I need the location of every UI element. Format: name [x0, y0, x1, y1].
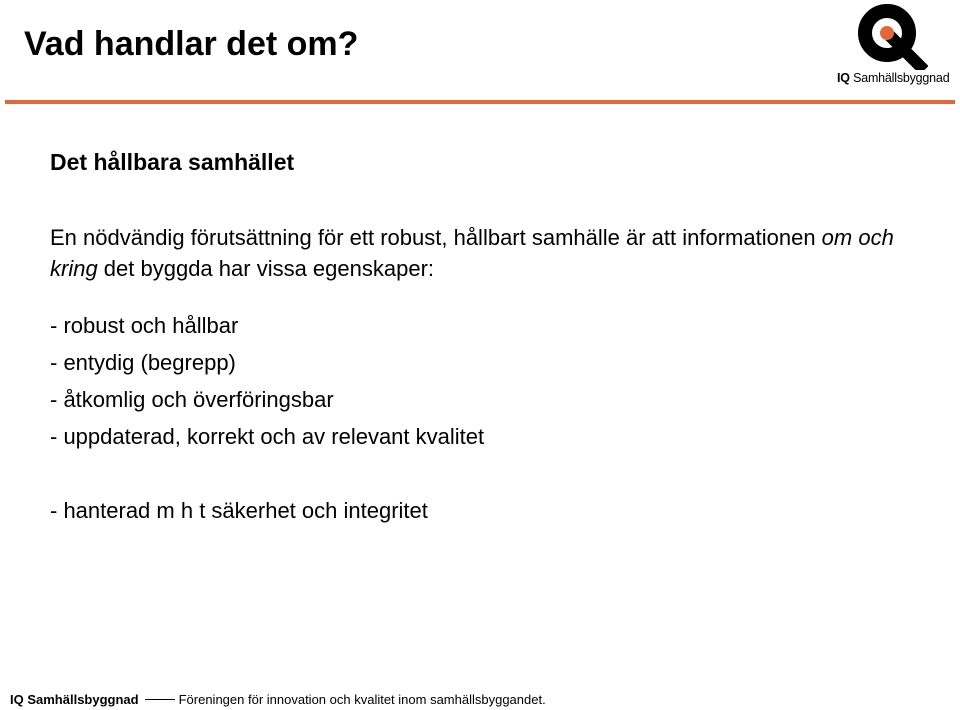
slide-title: Vad handlar det om? [24, 25, 359, 63]
header-divider [5, 100, 955, 104]
section-heading: Det hållbara samhället [50, 149, 295, 175]
footer-tagline: Föreningen för innovation och kvalitet inom samhällsbyggandet. [178, 692, 546, 707]
intro-text-end: det byggda har vissa egenskaper: [97, 256, 435, 281]
bullet-item: - hanterad m h t säkerhet och integritet [50, 498, 428, 523]
intro-text-emphasis: om och kring [50, 225, 894, 281]
intro-text-start: En nödvändig förutsättning för ett robust, hållbart samhälle är att informationen [50, 225, 822, 250]
bullet-item: - åtkomlig och överföringsbar [50, 387, 334, 412]
bullet-item: - entydig (begrepp) [50, 350, 236, 375]
iq-q-logo-icon [856, 2, 928, 70]
footer-org: IQ Samhällsbyggnad [10, 692, 139, 707]
iq-samhallsbyggnad-logo [834, 2, 950, 92]
bullet-item: - robust och hållbar [50, 313, 239, 338]
slide-footer [10, 692, 546, 708]
logo-wordmark: IQ Samhällsbyggnad [837, 71, 950, 85]
intro-paragraph [50, 222, 910, 284]
footer-separator [145, 699, 175, 700]
bullet-item: - uppdaterad, korrekt och av relevant kvalitet [50, 424, 485, 449]
